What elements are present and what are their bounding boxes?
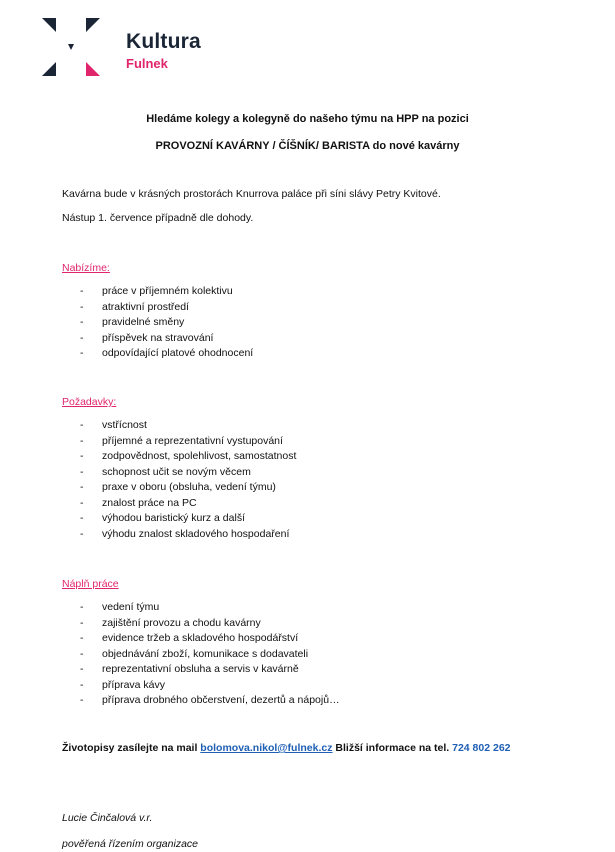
dash-bullet: - [80, 616, 84, 629]
list-item [80, 434, 296, 450]
list-item-text: vstřícnost [102, 419, 147, 431]
list-item-text: příspěvek na stravování [102, 331, 214, 344]
dash-bullet: - [80, 300, 84, 313]
offer-list [80, 284, 253, 362]
list-item [80, 631, 340, 647]
kultura-fulnek-logo [38, 16, 213, 86]
dash-bullet: - [80, 481, 84, 493]
dash-bullet: - [80, 601, 84, 613]
dash-bullet: - [80, 316, 84, 328]
dash-bullet: - [80, 663, 84, 675]
contact-prefix: Životopisy zasílejte na mail [62, 742, 201, 754]
list-item [80, 331, 253, 347]
list-item [80, 678, 340, 694]
phone-number[interactable]: 724 802 262 [452, 742, 511, 754]
list-item [80, 418, 296, 434]
intro-line-1: Kavárna bude v krásných prostorách Knurrova paláce při síni slávy Petry Kvitové. [62, 188, 441, 200]
list-item-text: zodpovědnost, spolehlivost, samostatnost [102, 450, 297, 462]
list-item [80, 662, 340, 678]
dash-bullet: - [80, 419, 84, 431]
list-item [80, 496, 296, 512]
list-item-text: zajištění provozu a chodu kavárny [102, 616, 261, 629]
list-item [80, 480, 296, 496]
list-item-text: příjemné a reprezentativní vystupování [102, 434, 283, 447]
list-item-text: evidence tržeb a skladového hospodářství [102, 632, 299, 644]
list-item-text: reprezentativní obsluha a servis v kavárně [102, 663, 299, 675]
list-item [80, 465, 296, 481]
list-item-text: vedení týmu [102, 601, 160, 613]
requirements-heading: Požadavky: [62, 396, 117, 408]
list-item-text: pravidelné směny [102, 316, 185, 328]
list-item [80, 616, 340, 632]
duties-list [80, 600, 340, 709]
dash-bullet: - [80, 434, 84, 447]
duties-heading: Náplň práce [62, 578, 119, 590]
dash-bullet: - [80, 331, 84, 344]
list-item [80, 527, 296, 543]
list-item [80, 346, 253, 362]
list-item [80, 300, 253, 316]
dash-bullet: - [80, 694, 84, 706]
dash-bullet: - [80, 347, 84, 359]
dash-bullet: - [80, 647, 84, 660]
list-item [80, 449, 296, 465]
requirements-list [80, 418, 296, 542]
contact-line [62, 742, 511, 754]
contact-middle: Bližší informace na tel. [332, 742, 453, 754]
list-item-text: výhodou baristický kurz a další [102, 512, 245, 524]
logo-mark-icon [38, 16, 118, 86]
dash-bullet: - [80, 450, 84, 462]
heading-line-1: Hledáme kolegy a kolegyně do našeho týmu na HPP na pozici [146, 113, 469, 125]
offer-heading: Nabízíme: [62, 262, 110, 274]
list-item-text: atraktivní prostředí [102, 300, 189, 313]
dash-bullet: - [80, 285, 84, 297]
list-item-text: praxe v oboru (obsluha, vedení týmu) [102, 481, 276, 493]
heading-line-2: PROVOZNÍ KAVÁRNY / ČÍŠNÍK/ BARISTA do nové kavárny [155, 140, 460, 152]
dash-bullet: - [80, 512, 84, 524]
dash-bullet: - [80, 527, 84, 540]
list-item-text: objednávání zboží, komunikace s dodavateli [102, 647, 309, 660]
dash-bullet: - [80, 678, 84, 691]
logo-subtitle: Fulnek [126, 56, 168, 71]
list-item [80, 511, 296, 527]
logo-title: Kultura [126, 30, 201, 53]
list-item [80, 600, 340, 616]
list-item-text: výhodu znalost skladového hospodaření [102, 527, 290, 540]
list-item-text: schopnost učit se novým věcem [102, 465, 251, 478]
list-item [80, 315, 253, 331]
list-item-text: odpovídající platové ohodnocení [102, 347, 254, 359]
signature-name: Lucie Činčalová v.r. [62, 812, 153, 824]
list-item [80, 284, 253, 300]
email-link[interactable]: bolomova.nikol@fulnek.cz [200, 742, 333, 754]
signature-role: pověřená řízením organizace [62, 838, 198, 850]
dash-bullet: - [80, 496, 84, 509]
dash-bullet: - [80, 465, 84, 478]
dash-bullet: - [80, 632, 84, 644]
list-item [80, 647, 340, 663]
list-item-text: příprava drobného občerstvení, dezertů a nápojů… [102, 694, 340, 706]
list-item-text: znalost práce na PC [102, 496, 197, 509]
intro-line-2: Nástup 1. července případně dle dohody. [62, 212, 254, 224]
list-item-text: práce v příjemném kolektivu [102, 285, 233, 297]
list-item [80, 693, 340, 709]
list-item-text: příprava kávy [102, 678, 166, 691]
